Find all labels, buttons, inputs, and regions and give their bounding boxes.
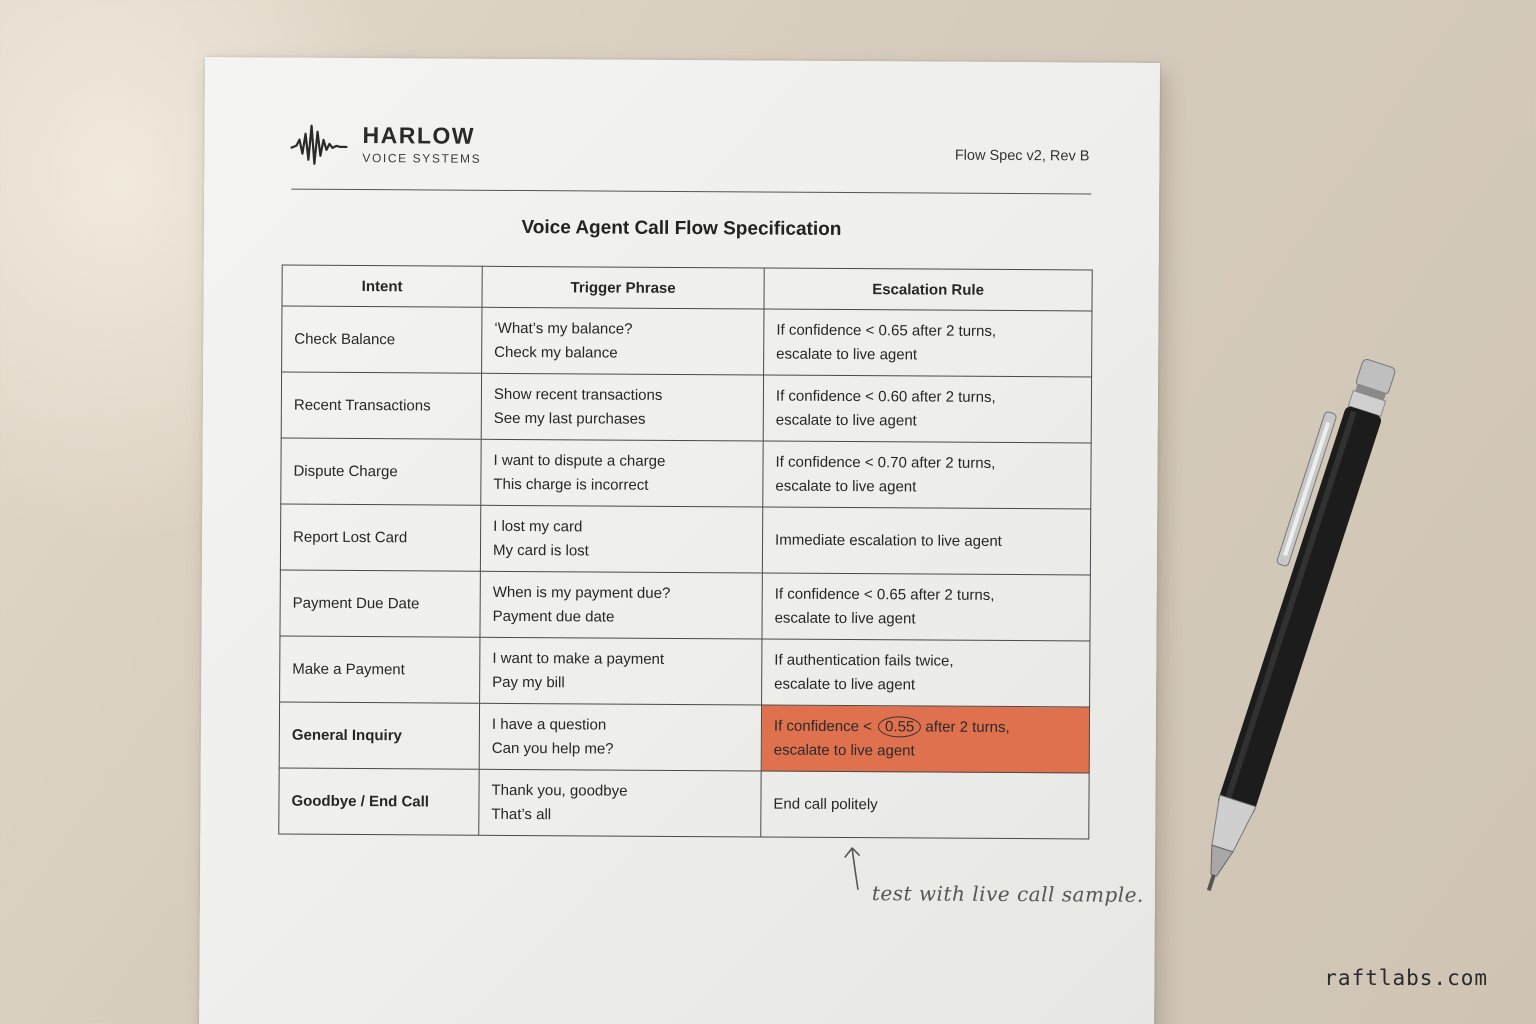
revision-label: Flow Spec v2, Rev B <box>954 147 1090 165</box>
escalation-cell <box>762 507 1090 575</box>
escalation-text: End call politely <box>773 795 878 813</box>
escalation-cell-highlighted <box>761 705 1089 773</box>
waveform-icon <box>290 118 350 170</box>
intent-cell: Payment Due Date <box>280 570 480 637</box>
escalation-text: If authentication fails twice, <box>774 651 954 670</box>
trigger-cell <box>479 769 761 837</box>
trigger-cell <box>481 373 763 441</box>
table-row <box>281 372 1091 443</box>
escalation-text: escalate to live agent <box>774 675 916 693</box>
table-header-row <box>282 265 1092 311</box>
intent-cell: Check Balance <box>282 306 482 373</box>
trigger-phrase: Pay my bill <box>492 673 565 691</box>
trigger-phrase: That’s all <box>491 805 552 823</box>
call-flow-table <box>278 265 1092 840</box>
escalation-text <box>774 714 1077 740</box>
intent-cell: General Inquiry <box>279 702 479 769</box>
trigger-phrase: My card is lost <box>492 541 589 559</box>
escalation-text: escalate to live agent <box>775 411 917 429</box>
trigger-phrase: I want to dispute a charge <box>493 451 666 470</box>
trigger-cell <box>480 571 762 639</box>
header-divider <box>291 189 1091 195</box>
trigger-phrase: When is my payment due? <box>492 583 671 602</box>
table-row <box>280 504 1090 575</box>
column-header-intent: Intent <box>282 265 482 307</box>
mechanical-pencil-icon <box>1190 340 1400 910</box>
escalation-text: If confidence < 0.60 after 2 turns, <box>775 387 996 406</box>
trigger-phrase: ‘What’s my balance? <box>494 319 633 338</box>
trigger-phrase: Thank you, goodbye <box>491 781 628 800</box>
trigger-phrase: See my last purchases <box>493 409 646 428</box>
escalation-text: escalate to live agent <box>775 477 917 495</box>
circled-threshold: 0.55 <box>878 716 921 737</box>
trigger-phrase: This charge is incorrect <box>493 475 649 494</box>
column-header-escalation: Escalation Rule <box>764 268 1092 311</box>
brand-name: HARLOW <box>362 122 476 149</box>
trigger-phrase: I lost my card <box>493 517 583 535</box>
escalation-text: escalate to live agent <box>774 609 916 627</box>
escalation-text-pre: If confidence < <box>773 717 872 735</box>
escalation-text: escalate to live agent <box>776 345 918 363</box>
trigger-phrase: I want to make a payment <box>492 649 665 668</box>
escalation-cell <box>763 441 1091 509</box>
escalation-text-post: after 2 turns, <box>925 717 1010 736</box>
handwritten-note: test with live call sample. <box>871 881 1144 907</box>
trigger-cell <box>482 307 764 375</box>
escalation-text: If confidence < 0.70 after 2 turns, <box>775 453 996 472</box>
table-row <box>282 306 1092 377</box>
escalation-cell <box>763 375 1091 443</box>
trigger-phrase: I have a question <box>491 715 607 734</box>
escalation-cell <box>764 309 1092 377</box>
document-title: Voice Agent Call Flow Specification <box>521 217 842 240</box>
spec-sheet <box>199 57 1160 1024</box>
watermark: raftlabs.com <box>1324 966 1488 990</box>
intent-cell: Report Lost Card <box>280 504 480 571</box>
intent-cell: Goodbye / End Call <box>279 768 479 835</box>
table-row <box>280 570 1090 641</box>
intent-cell: Recent Transactions <box>281 372 481 439</box>
escalation-text: If confidence < 0.65 after 2 turns, <box>774 585 995 604</box>
escalation-text: Immediate escalation to live agent <box>775 531 1002 550</box>
escalation-text: escalate to live agent <box>773 741 915 759</box>
table-row <box>281 438 1091 509</box>
brand-subtitle: VOICE SYSTEMS <box>362 151 482 166</box>
intent-cell: Dispute Charge <box>281 438 481 505</box>
escalation-cell <box>761 771 1089 839</box>
escalation-text: If confidence < 0.65 after 2 turns, <box>776 321 997 340</box>
trigger-cell <box>480 637 762 705</box>
table-row <box>279 702 1089 773</box>
trigger-cell <box>479 703 761 771</box>
column-header-trigger: Trigger Phrase <box>482 266 764 309</box>
escalation-cell <box>762 639 1090 707</box>
trigger-cell <box>480 505 762 573</box>
trigger-phrase: Check my balance <box>494 343 618 362</box>
harlow-logo <box>290 118 481 171</box>
trigger-phrase: Show recent transactions <box>493 385 663 404</box>
intent-cell: Make a Payment <box>280 636 480 703</box>
trigger-cell <box>481 439 763 507</box>
escalation-cell <box>762 573 1090 641</box>
trigger-phrase: Payment due date <box>492 607 615 626</box>
table-row <box>279 768 1089 839</box>
table-row <box>280 636 1090 707</box>
trigger-phrase: Can you help me? <box>491 739 614 758</box>
